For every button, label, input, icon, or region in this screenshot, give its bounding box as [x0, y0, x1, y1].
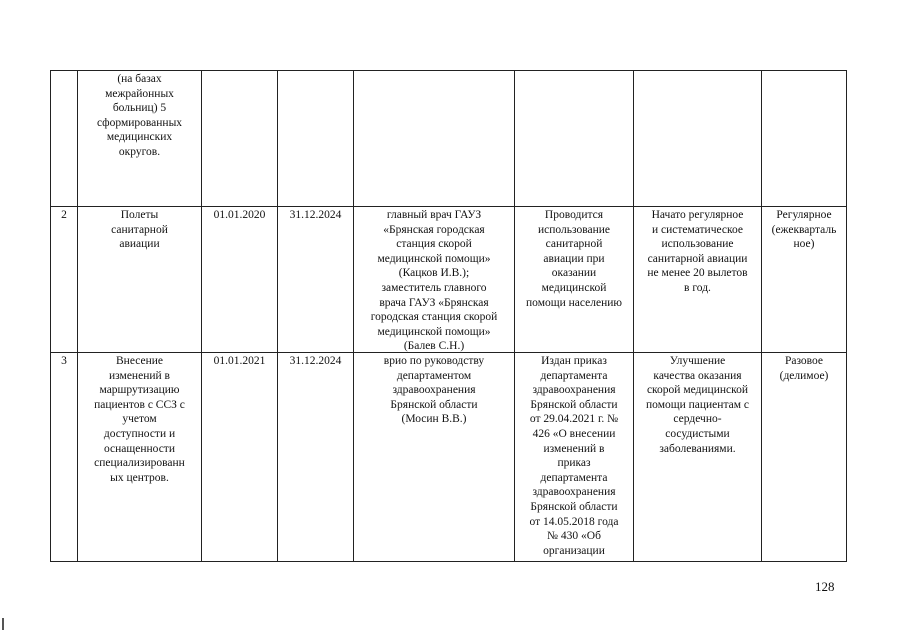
cell-start-date: 01.01.2020 — [213, 209, 266, 221]
cell-type: Разовое (делимое) — [779, 355, 829, 382]
col-border-6 — [633, 70, 634, 562]
cell-responsible: врио по руководству департаментом здравоохранения Брянской области (Мосин В.В.) — [383, 355, 485, 426]
cell-start-date: 01.01.2021 — [213, 355, 266, 367]
cell-result: Проводится использование санитарной авиации при оказании медицинской помощи населению — [526, 209, 622, 309]
cell-end-date: 31.12.2024 — [289, 355, 342, 367]
col-border-1 — [77, 70, 78, 562]
cell-number: 3 — [61, 355, 67, 367]
row-divider-1 — [50, 206, 847, 207]
col-border-2 — [201, 70, 202, 562]
cell-effect: Начато регулярное и систематическое использование санитарной авиации не менее 20 вылетов в год. — [647, 209, 748, 294]
table-border-bottom — [50, 561, 847, 562]
col-border-3 — [277, 70, 278, 562]
cell-type: Регулярное (ежекварталь ное) — [771, 209, 837, 251]
table-border-top — [50, 70, 847, 71]
scan-edge-mark — [2, 618, 4, 630]
cell-name: Полеты санитарной авиации — [111, 209, 168, 251]
cell-name: Внесение изменений в маршрутизацию пациентов с ССЗ с учетом доступности и оснащенности специализированн ых центров. — [94, 355, 185, 484]
cell-result: Издан приказ департамента здравоохранения Брянской области от 29.04.2021 г. № 426 «О внесении изменений в приказ департамента здравоохранения Брянской области от 14.05.2018 года № 430 «Об организации — [529, 355, 619, 557]
col-border-0 — [50, 70, 51, 562]
cell-name: (на базах межрайонных больниц) 5 сформированных медицинских округов. — [96, 73, 183, 158]
col-border-7 — [761, 70, 762, 562]
cell-responsible: главный врач ГАУЗ «Брянская городская станция скорой медицинской помощи» (Кацков И.В.); заместитель главного врача ГАУЗ «Брянская городская станция скорой медицинской помощи» (Балев С.Н.) — [370, 209, 498, 353]
col-border-8 — [846, 70, 847, 562]
cell-end-date: 31.12.2024 — [289, 209, 342, 221]
page-number: 128 — [815, 579, 835, 594]
cell-effect: Улучшение качества оказания скорой медицинской помощи пациентам с сердечно- сосудистыми заболеваниями. — [646, 355, 749, 455]
cell-number: 2 — [61, 209, 67, 221]
